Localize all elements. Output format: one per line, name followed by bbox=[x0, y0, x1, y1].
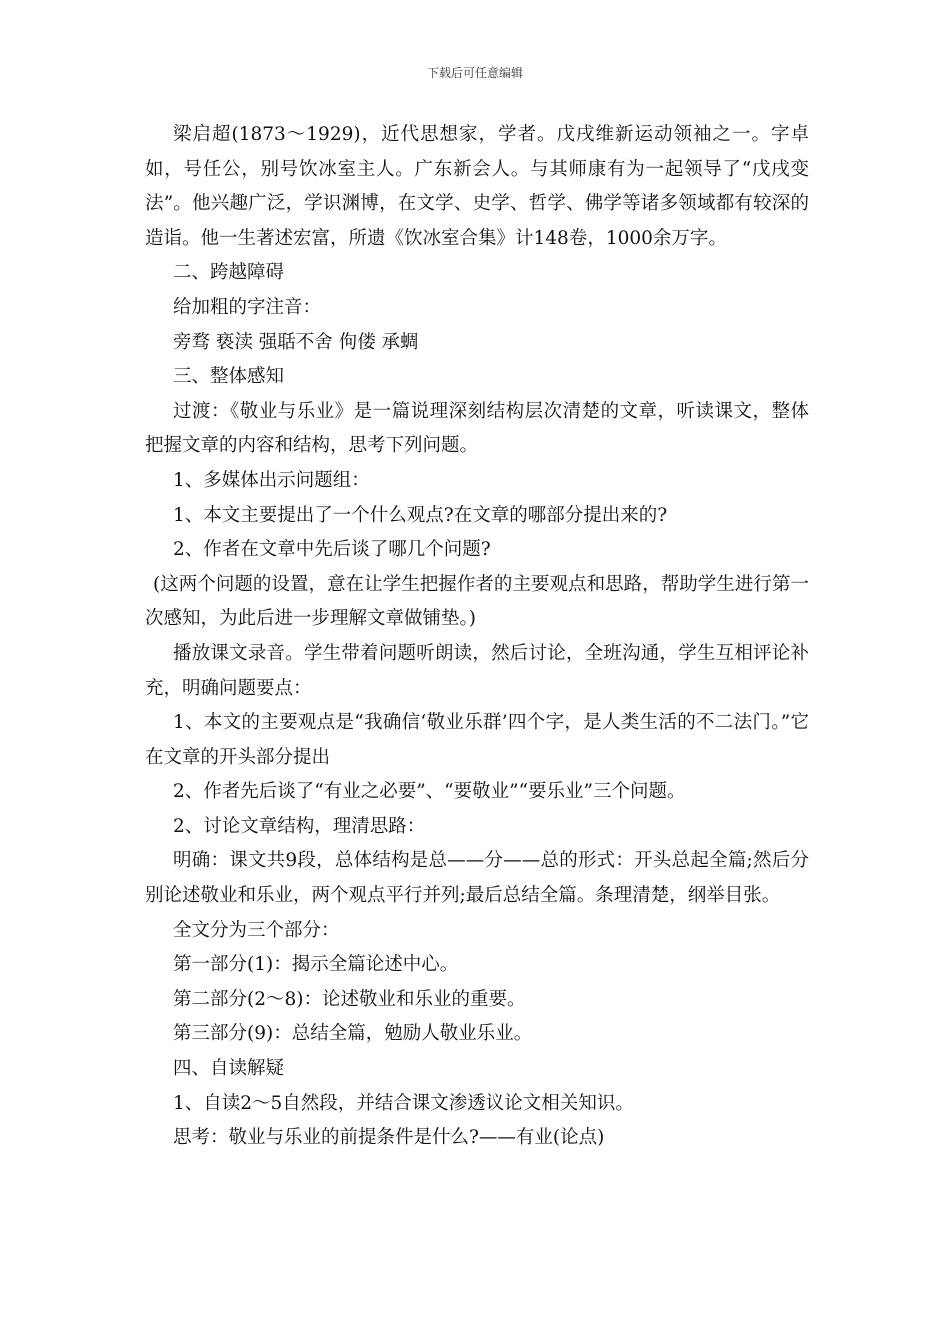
paragraph: 第一部分(1)：揭示全篇论述中心。 bbox=[173, 954, 459, 976]
paragraph: 过渡：《敬业与乐业》是一篇说理深刻结构层次清楚的文章，听读课文，整体把握文章的内容和结构，思考下列问题。 bbox=[145, 400, 809, 457]
paragraph: 1、本文的主要观点是“我确信‘敬业乐群’四个字，是人类生活的不二法门。”它在文章的开头部分提出 bbox=[145, 712, 809, 768]
paragraph: (这两个问题的设置，意在让学生把握作者的主要观点和思路，帮助学生进行第一次感知，为此后进一步理解文章做铺垫。) bbox=[145, 573, 809, 630]
paragraph: 2、讨论文章结构，理清思路： bbox=[173, 815, 426, 837]
paragraph: 全文分为三个部分： bbox=[173, 919, 340, 941]
paragraph: 播放课文录音。学生带着问题听朗读，然后讨论，全班沟通，学生互相评论补充，明确问题要点： bbox=[145, 642, 809, 699]
paragraph: 1、本文主要提出了一个什么观点?在文章的哪部分提出来的? bbox=[173, 504, 668, 526]
paragraph: 2、作者在文章中先后谈了哪几个问题? bbox=[173, 539, 491, 561]
paragraph: 思考：敬业与乐业的前提条件是什么?——有业(论点) bbox=[173, 1127, 605, 1149]
section-heading-3: 三、整体感知 bbox=[173, 366, 285, 388]
paragraph: 旁骛 亵渎 强聒不舍 佝偻 承蜩 bbox=[173, 331, 419, 353]
page-header: 下载后可任意编辑 bbox=[426, 66, 523, 80]
section-heading-2: 二、跨越障碍 bbox=[173, 262, 285, 284]
paragraph: 明确：课文共9段，总体结构是总——分——总的形式：开头总起全篇;然后分别论述敬业和乐业，两个观点平行并列;最后总结全篇。条理清楚，纲举目张。 bbox=[145, 850, 809, 907]
paragraph: 给加粗的字注音： bbox=[173, 296, 322, 318]
paragraph: 1、自读2～5自然段，并结合课文渗透议论文相关知识。 bbox=[173, 1092, 634, 1114]
document-body bbox=[145, 118, 809, 1156]
paragraph: 第三部分(9)：总结全篇，勉励人敬业乐业。 bbox=[173, 1023, 533, 1045]
paragraph: 1、多媒体出示问题组： bbox=[173, 469, 370, 491]
paragraph-author-bio: 梁启超(1873～1929)，近代思想家，学者。戊戌维新运动领袖之一。字卓如，号任公，别号饮冰室主人。广东新会人。与其师康有为一起领导了“戊戌变法”。他兴趣广泛，学识渊博，在文学、史学、哲学、佛学等诸多领域都有较深的造诣。他一生著述宏富，所遗《饮冰室合集》计148卷，1000余万字。 bbox=[145, 124, 809, 249]
paragraph: 2、作者先后谈了“有业之必要”、“要敬业”“要乐业”三个问题。 bbox=[173, 781, 686, 803]
paragraph: 第二部分(2～8)：论述敬业和乐业的重要。 bbox=[173, 988, 526, 1010]
section-heading-4: 四、自读解疑 bbox=[173, 1058, 285, 1080]
